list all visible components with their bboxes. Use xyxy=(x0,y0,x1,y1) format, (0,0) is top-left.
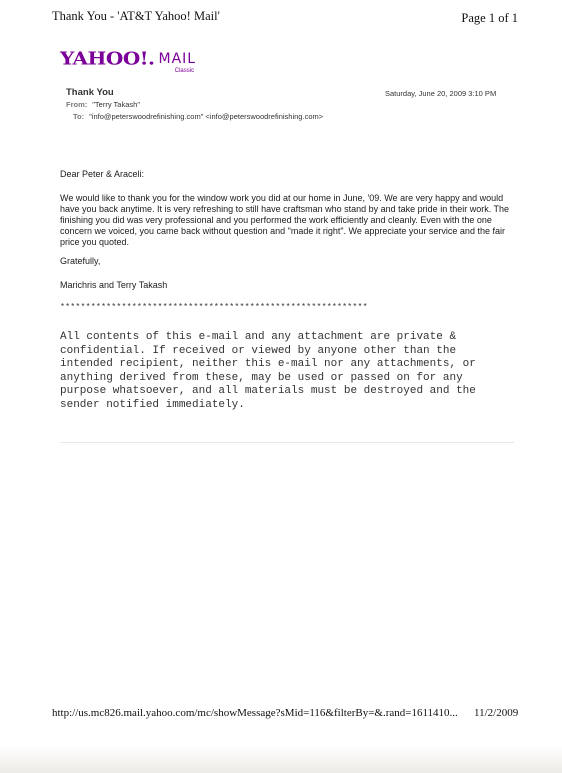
to-value: "info@peterswoodrefinishing.com" <info@peterswoodrefinishing.com> xyxy=(89,112,324,121)
message-closing: Gratefully, xyxy=(60,256,101,266)
message-from-row xyxy=(66,100,140,109)
message-greeting: Dear Peter & Araceli: xyxy=(60,169,145,179)
message-signature: Marichris and Terry Takash xyxy=(60,280,168,290)
mail-classic-wordmark xyxy=(159,47,197,74)
classic-label: Classic xyxy=(174,68,195,74)
yahoo-wordmark: YAHOO!. xyxy=(60,47,155,69)
print-footer-date: 11/2/2009 xyxy=(474,707,519,719)
message-subject: Thank You xyxy=(66,87,114,98)
print-header-page-number: Page 1 of 1 xyxy=(461,11,518,25)
yahoo-mail-logo xyxy=(60,47,196,74)
from-label: From: xyxy=(66,100,88,109)
mail-label: MAIL xyxy=(158,51,197,67)
confidentiality-disclaimer: All contents of this e-mail and any attachment are private & confidential. If received or viewed by anyone other than the intended recipient, neither this e-mail nor any attachments, or anything derived from these, may be used or passed on for any purpose whatsoever, and all materials must be destroyed and the sender notified immediately. xyxy=(60,331,476,411)
asterisk-separator: ************************************************************ xyxy=(60,303,368,312)
print-footer-url: http://us.mc826.mail.yahoo.com/mc/showMessage?sMid=116&filterBy=&.rand=1611410... xyxy=(52,707,458,719)
print-header-title: Thank You - 'AT&T Yahoo! Mail' xyxy=(52,9,220,23)
to-label: To: xyxy=(73,112,85,121)
message-date: Saturday, June 20, 2009 3:10 PM xyxy=(385,89,497,98)
scan-edge-shading xyxy=(0,745,562,773)
message-to-row xyxy=(73,112,323,121)
message-paragraph: We would like to thank you for the window work you did at our home in June, '09. We are very happy and would have you back anytime. It is very refreshing to still have craftsman who stand by and take pride in their work. The finishing you did was very professional and you performed the work efficiently and cleanly. Even with the one concern we voiced, you came back without question and "made it right". We appreciate your service and the fair price you quoted. xyxy=(60,193,510,247)
content-divider xyxy=(60,442,514,443)
from-value: "Terry Takash" xyxy=(92,100,140,109)
